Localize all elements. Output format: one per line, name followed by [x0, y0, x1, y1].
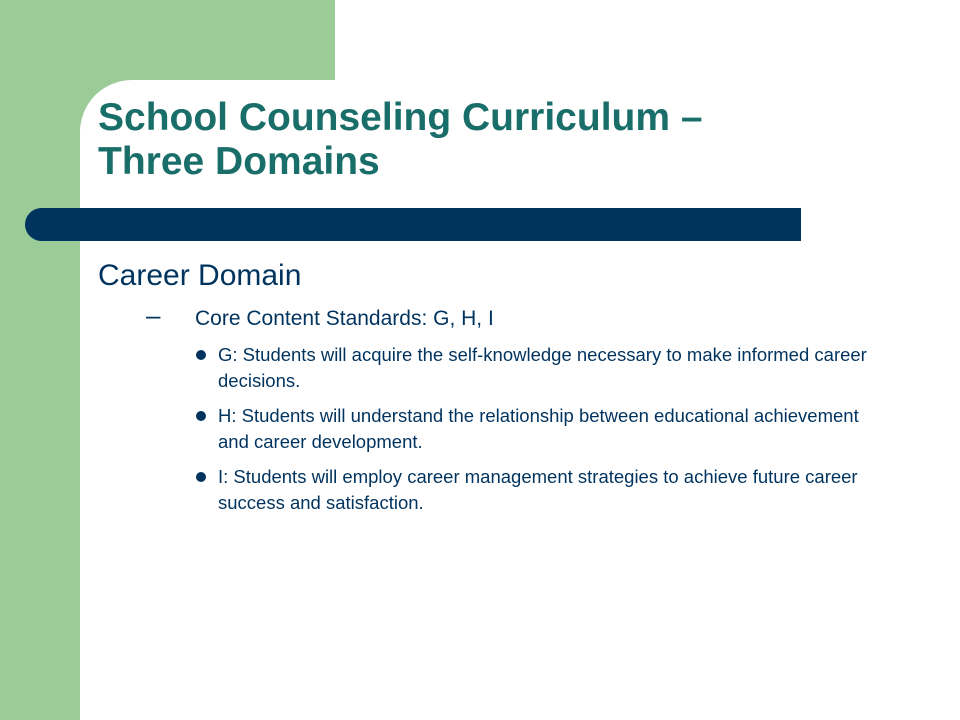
bullet-dot-icon	[196, 350, 206, 360]
bullet-dot-icon	[196, 411, 206, 421]
standards-subheading-row	[98, 300, 878, 332]
list-item	[98, 403, 878, 455]
list-item	[98, 342, 878, 394]
slide-title	[98, 96, 858, 184]
list-item-text: H: Students will understand the relationship between educational achievement and career development.	[218, 405, 859, 452]
list-item	[98, 464, 878, 516]
slide-body	[98, 256, 878, 525]
standards-list	[98, 342, 878, 516]
bullet-dot-icon	[196, 472, 206, 482]
title-line-2: Three Domains	[98, 140, 380, 183]
list-item-text: I: Students will employ career management strategies to achieve future career success and satisfaction.	[218, 466, 858, 513]
domain-heading: Career Domain	[98, 259, 302, 292]
title-line-1: School Counseling Curriculum –	[98, 96, 703, 139]
list-item-text: G: Students will acquire the self-knowledge necessary to make informed career decisions.	[218, 344, 867, 391]
title-divider-bar	[25, 208, 801, 241]
dash-marker: –	[146, 300, 161, 330]
standards-subheading: Core Content Standards: G, H, I	[195, 307, 494, 330]
